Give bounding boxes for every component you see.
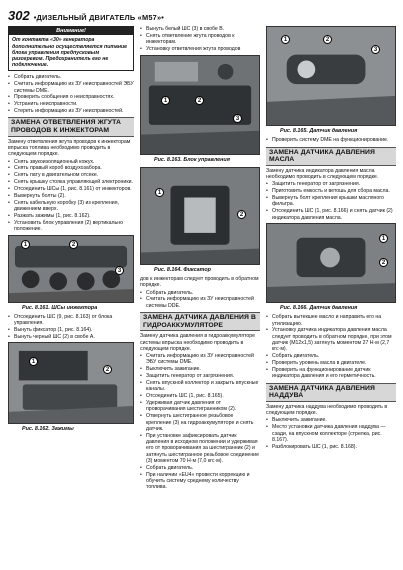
figure-8-163-caption: Рис. 8.163. Блок управления [154,157,230,164]
list-item: • Установку датчика индикатора давления масла следует проводить в обратном порядке, при этом датчик (M12x1,5) затянуть моментом 27 Н·м (2,7 кгс·м). [266,327,396,352]
engine-photo [267,224,395,303]
figure-8-163-photo [140,55,260,155]
bullet-list [8,314,134,340]
callout-2: 2 [195,96,204,105]
list-item: • Проверить уровень масла в двигателе. [266,360,396,366]
list-item: • Вынуть фиксатор (1, рис. 8.164). [8,327,134,333]
callout-2: 2 [379,258,388,267]
column-1 [8,26,134,436]
list-item: • Отвернуть шестигранное резьбовое крепление (3) на гидроаккумуляторе и снять датчик. [140,413,260,432]
list-item: • Отсоединить ШС (1, рис. 8.166) и снять датчик (2) индикатора давления масла. [266,208,396,221]
engine-photo [9,343,133,424]
column-3 [266,26,396,451]
list-item: • Отсоединить ШС (9, рис. 8.163) от блока управления. [8,314,134,327]
list-item: • При наличии «EU4» провести коррекцию и обучить систему среднему количеству топлива. [140,472,260,491]
callout-1: 1 [21,240,30,249]
list-item: • При установке зафиксировать датчик давления в исходном положении и удерживая его от проворачивания за шестигранник (2) и затянуть шестигранное резьбовое соединение (3) моментом 70 Н·м (7,0 кгс·м). [140,433,260,464]
figure-8-162-caption: Рис. 8.162. Зажимы [22,426,74,433]
callout-3: 3 [233,114,242,123]
bullet-list [140,26,260,52]
list-item: • Собрать вытекшее масло и направить его на утилизацию. [266,314,396,327]
list-item: • Снять пату в двигательном отсеке. [8,172,134,178]
paragraph: дов к инжекторам следует проводить в обратном порядке. [140,275,259,289]
figure-8-165-caption: Рис. 8.165. Датчик давления [280,128,358,134]
list-item: • Вынуть черный ШС (2) в свобе А. [8,334,134,340]
attention-title: Внимание! [9,27,133,35]
list-item: • Установку ответвления жгута проводов [140,46,260,52]
bullet-list [140,290,260,309]
attention-box [8,26,134,71]
section-heading: ЗАМЕНА ОТВЕТВЛЕНИЯ ЖГУТА ПРОВОДОВ К ИНЖЕКТОРАМ [8,117,134,136]
list-item: • Выключить зажигание. [266,417,396,423]
list-item: • Защитить генератор от загрязнения. [266,181,396,187]
bullet-list [140,353,260,491]
list-item: • Вывернуть болт крепления крышки масляного фильтра. [266,195,396,208]
callout-2: 2 [323,35,332,44]
list-item: • Снять впускной коллектор и закрыть впускные каналы. [140,380,260,393]
bullet-list [266,137,396,143]
list-item: • Снять крышку стояка управляющей электроники. [8,179,134,185]
page-number: 302 [8,8,30,23]
callout-1: 1 [161,96,170,105]
list-item: • Место установки датчика давления наддува — сзади, на впускном коллекторе (стрелка, рис. 8.167). [266,424,396,443]
list-item: • Разблокировать ШС (1, рис. 8.168). [266,444,396,450]
figure-8-161-caption: Рис. 8.161. ШСы инжектора [22,304,98,311]
figure-8-162-photo [8,342,134,424]
callout-2: 2 [69,240,78,249]
figure-8-164-photo [140,167,260,265]
attention-text: От контакта «30» генератора дополнительно осуществляется питание блока управления предпусковым разогревом. Предохранитель его не подключение. [12,37,128,69]
bullet-list [266,314,396,379]
bullet-list [266,417,396,450]
callout-3: 3 [371,45,380,54]
page-header [8,8,395,24]
figure-8-161-photo [8,235,134,303]
list-item: • Проверить систему DME на функционирование. [266,137,396,143]
section-intro: Замену датчика давления в гидроаккумуляторе системы впрыска необходимо проводить в следующем порядке. [140,333,256,352]
list-item: • Считать информацию из ЗУ неисправностей ЭБУ системы DME. [140,353,260,366]
list-item: • Вынуть белый ШС (3) в свобе В. [140,26,260,32]
list-item: • Удерживая датчик давления от проворачивания шестигранником (2). [140,400,260,413]
callout-3: 3 [115,266,124,275]
list-item: • Проверить на функционирование датчик индикатора давления и его герметичность. [266,367,396,380]
bullet-list [8,74,134,114]
column-2 [140,26,260,491]
section-heading: ЗАМЕНА ДАТЧИКА ДАВЛЕНИЯ НАДДУВА [266,383,396,402]
list-item: • Установить блок управления (2) вертикально положение. [8,220,134,233]
callout-1: 1 [155,188,164,197]
list-item: • Собрать двигатель. [266,353,396,359]
list-item: • Устранить неисправности. [8,101,134,107]
callout-2: 2 [237,210,246,219]
list-item: • Стереть информацию из ЗУ неисправностей. [8,108,134,114]
section-intro: Замену ответвления жгута проводов к инжекторам впрыска топлива необходимо проводить в следующем порядке. [8,138,131,158]
section-intro: Замену датчика индикатора давления масла необходимо проводить в следующем порядке. [266,167,379,181]
list-item: • Разжать зажимы (1, рис. 8.162). [8,213,134,219]
bullet-list [8,159,134,233]
callout-1: 1 [281,35,290,44]
list-item: • Считать информацию из ЗУ неисправностей ЭБУ системы DME. [8,81,134,94]
list-item: • Отсоединить ШС (1, рис. 8.165). [140,393,260,399]
list-item: • Собрать двигатель. [8,74,134,80]
running-title: •ДИЗЕЛЬНЫЙ ДВИГАТЕЛЬ «M57»• [33,13,165,22]
list-item: • Считать информацию из ЗУ неисправностей системы DDE. [140,296,260,309]
engine-photo [141,56,259,154]
section-heading: ЗАМЕНА ДАТЧИКА ДАВЛЕНИЯ МАСЛА [266,147,396,166]
figure-8-166-photo [266,223,396,303]
list-item: • Проверить сообщения о неисправностях. [8,94,134,100]
list-item: • Выключить зажигание. [140,366,260,372]
list-item: • Вывернуть болты (2). [8,193,134,199]
section-intro: Замену датчика наддува необходимо проводить в следующем порядке. [266,403,388,417]
bullet-list [266,181,396,221]
callout-1: 1 [379,234,388,243]
list-item: • Собрать двигатель. [140,465,260,471]
section-heading: ЗАМЕНА ДАТЧИКА ДАВЛЕНИЯ В ГИДРОАККУМУЛЯТОРЕ [140,312,260,331]
list-item: • Приготовить емкость и ветошь для сбора масла. [266,188,396,194]
figure-8-166-caption: Рис. 8.166. Датчик давления [280,304,358,311]
callout-1: 1 [29,357,38,366]
list-item: • Защитить генератор от загрязнения. [140,373,260,379]
list-item: • Снять правый короб воздухозабора. [8,165,134,171]
list-item: • Отсоединить ШСы (1, рис. 8.161) от инжекторов. [8,186,134,192]
list-item: • Снять кабельную коробку (3) из крепления, движением вверх. [8,200,134,213]
figure-8-164-caption: Рис. 8.164. Фиксатор [154,266,211,273]
callout-2: 2 [103,365,112,374]
figure-8-165-photo [266,26,396,126]
list-item: • Снять ответвление жгута проводов к инжекторам. [140,33,260,46]
list-item: • Собрать двигатель. [140,290,260,296]
list-item: • Снять звукоизоляционный кожух. [8,159,134,165]
